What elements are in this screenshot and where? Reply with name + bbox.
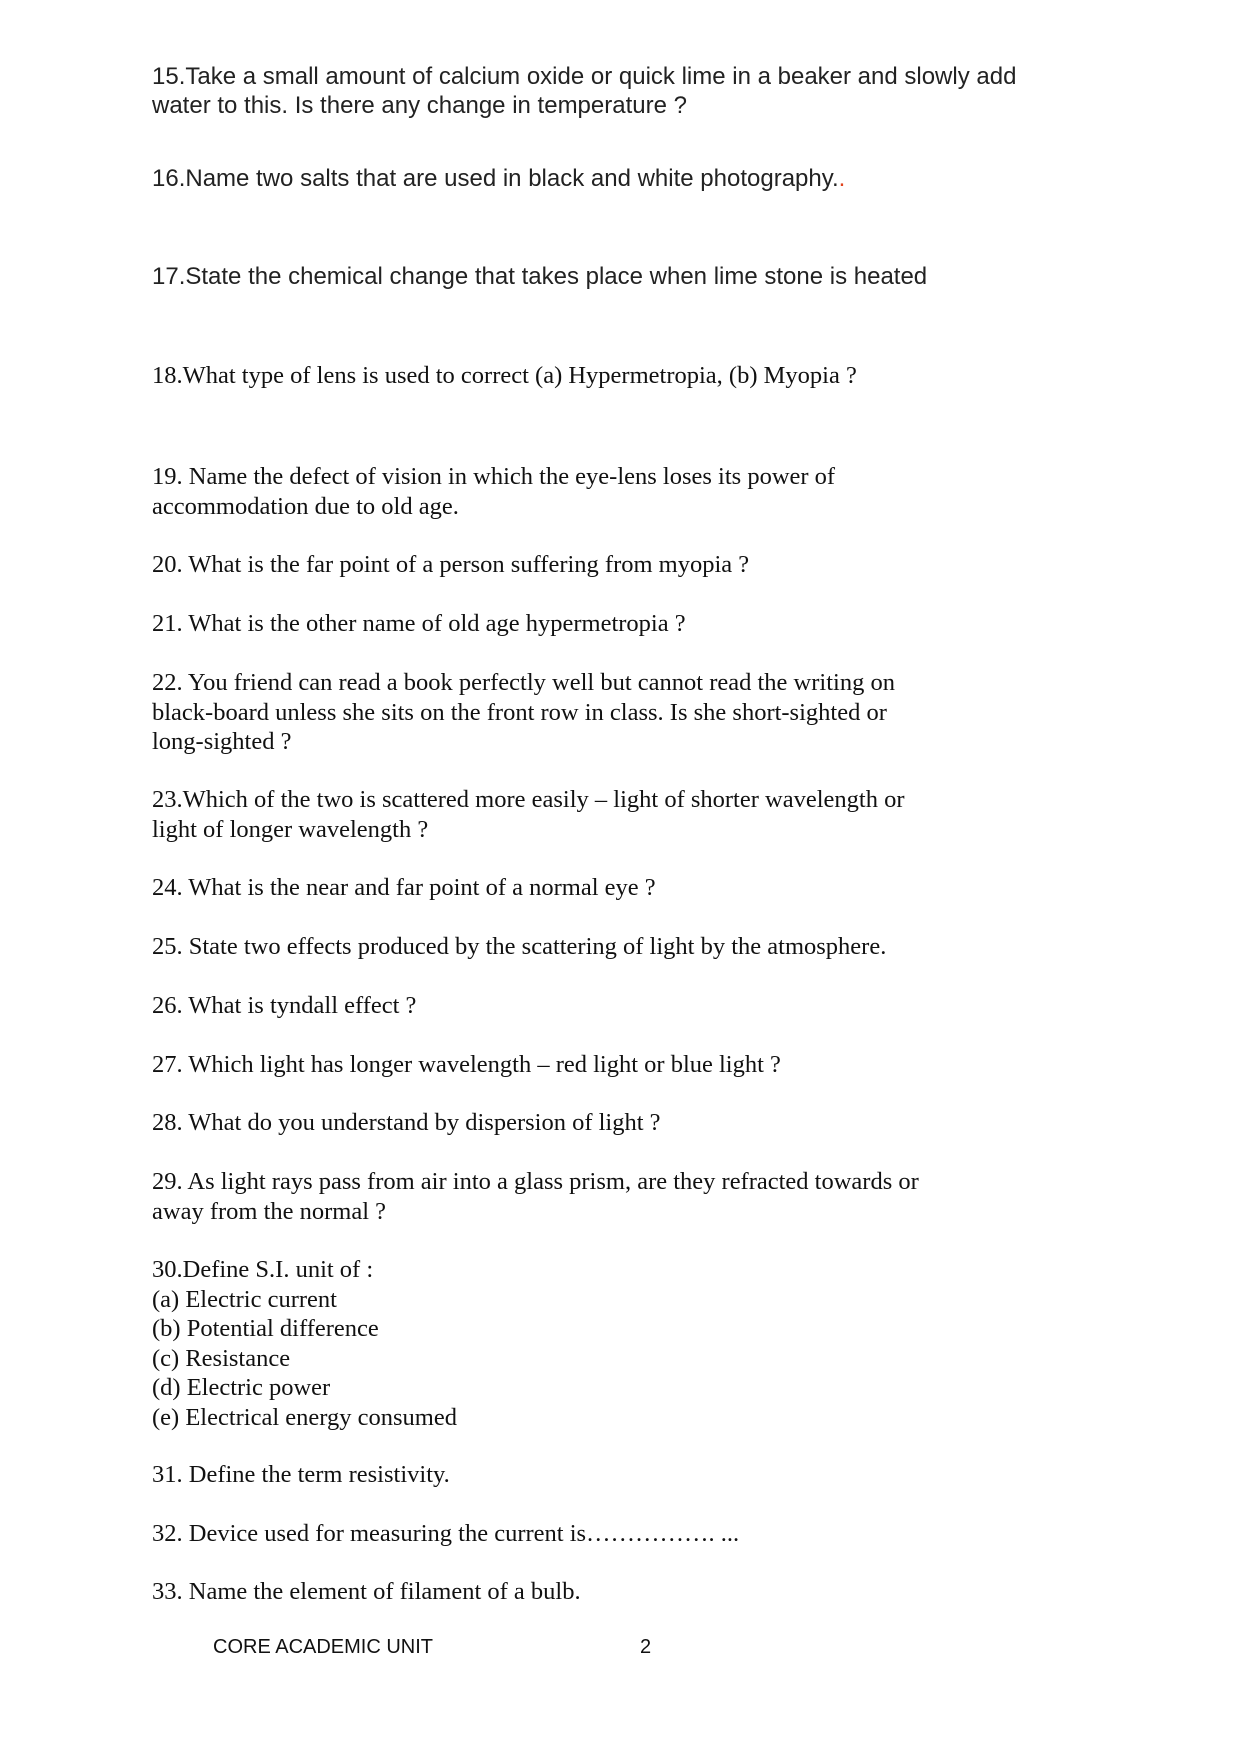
question-23: 23.Which of the two is scattered more easily – light of shorter wavelength or light of longer wavelength ? xyxy=(152,786,905,843)
question-17: 17.State the chemical change that takes place when lime stone is heated xyxy=(152,263,928,290)
list-item: (c) Resistance xyxy=(152,1344,291,1372)
question-26: 26. What is tyndall effect ? xyxy=(152,992,417,1019)
list-item: (e) Electrical energy consumed xyxy=(152,1403,457,1431)
list-item: (b) Potential difference xyxy=(152,1315,379,1342)
question-24: 24. What is the near and far point of a normal eye ? xyxy=(152,874,656,901)
footer-unit-name: CORE ACADEMIC UNIT xyxy=(213,1636,434,1658)
question-16-text: 16.Name two salts that are used in black and white photography. xyxy=(152,165,839,192)
question-28: 28. What do you understand by dispersion of light ? xyxy=(152,1109,661,1136)
question-21: 21. What is the other name of old age hypermetropia ? xyxy=(152,610,686,637)
question-33: 33. Name the element of filament of a bulb. xyxy=(152,1578,581,1605)
list-item: (d) Electric power xyxy=(152,1374,331,1401)
question-16 xyxy=(152,164,845,193)
question-15: 15.Take a small amount of calcium oxide or quick lime in a beaker and slowly add water to this. Is there any change in temperature ? xyxy=(152,63,1017,119)
question-18: 18.What type of lens is used to correct (a) Hypermetropia, (b) Myopia ? xyxy=(152,362,857,389)
list-item: (a) Electric current xyxy=(152,1285,337,1313)
page-number: 2 xyxy=(640,1636,652,1658)
question-27: 27. Which light has longer wavelength – red light or blue light ? xyxy=(152,1051,781,1078)
question-19: 19. Name the defect of vision in which the eye-lens loses its power of accommodation due to old age. xyxy=(152,463,836,520)
question-30: 30.Define S.I. unit of : (a) Electric current (b) Potential difference (c) Resistance (d) Electric power (e) Electrical energy consumed xyxy=(152,1256,457,1431)
trailing-red-mark: . xyxy=(838,165,846,192)
question-32: 32. Device used for measuring the current is……………. ... xyxy=(152,1520,740,1547)
question-29: 29. As light rays pass from air into a glass prism, are they refracted towards or away from the normal ? xyxy=(152,1168,919,1225)
question-31: 31. Define the term resistivity. xyxy=(152,1461,450,1488)
question-20: 20. What is the far point of a person suffering from myopia ? xyxy=(152,551,750,578)
question-22: 22. You friend can read a book perfectly well but cannot read the writing on black-board unless she sits on the front row in class. Is she short-sighted or long-sighted ? xyxy=(152,669,895,755)
question-25: 25. State two effects produced by the scattering of light by the atmosphere. xyxy=(152,933,887,960)
